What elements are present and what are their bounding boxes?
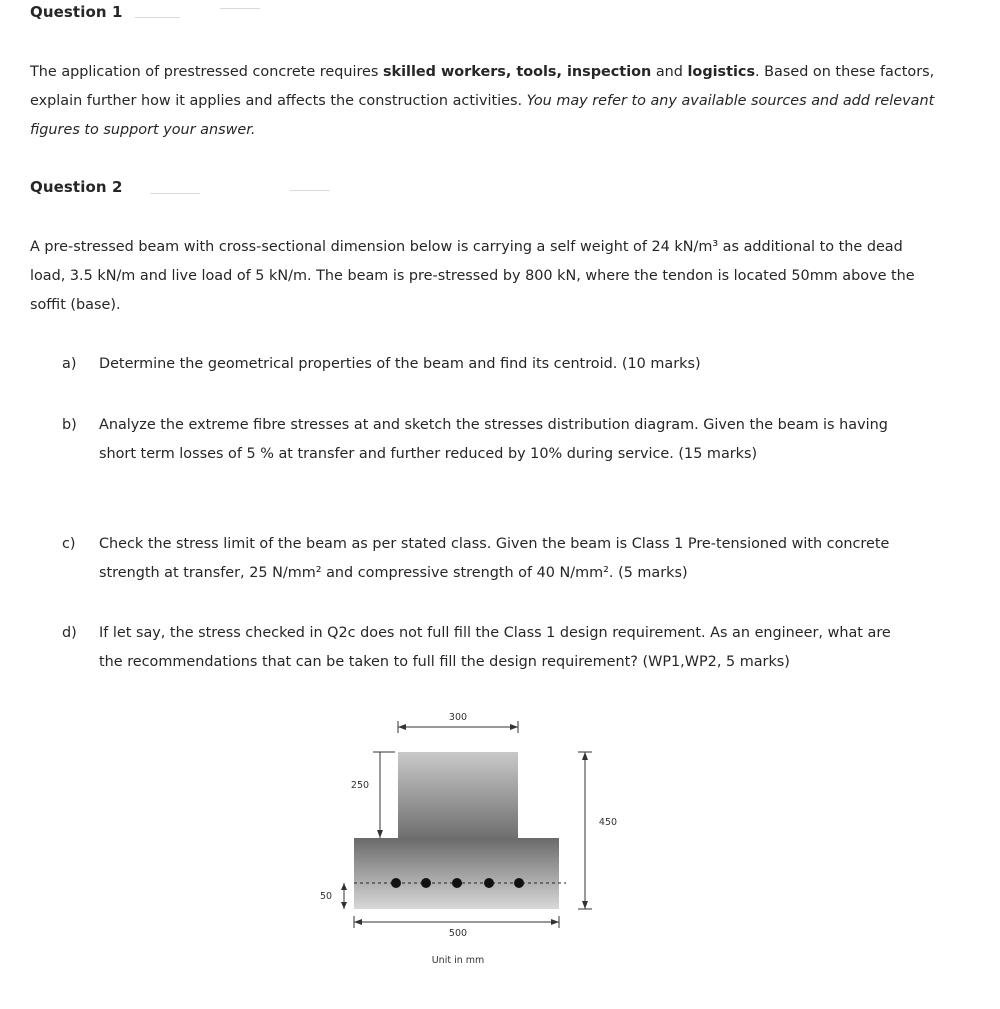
beam-flange bbox=[354, 838, 559, 909]
sub-question-text: Check the stress limit of the beam as per stated class. Given the beam is Class 1 Pre-tensioned with concrete strength at transfer, 25 N/mm² and compressive strength of 40 N/mm². (5 marks) bbox=[99, 536, 890, 581]
sub-question-letter: a) bbox=[62, 356, 77, 372]
arrow-head bbox=[354, 919, 362, 925]
sub-question-text: If let say, the stress checked in Q2c does not full fill the Class 1 design requirement. As an engineer, what are the recommendations that can be taken to full fill the design requirement? (WP1,WP2, 5 marks) bbox=[99, 625, 891, 670]
beam-diagram bbox=[300, 705, 620, 980]
tendon-strand bbox=[421, 878, 431, 888]
arrow-head bbox=[341, 902, 347, 909]
q1-bold-segment: logistics bbox=[687, 64, 756, 80]
tendon-strand bbox=[391, 878, 401, 888]
arrow-head bbox=[510, 724, 518, 730]
beam-web bbox=[398, 752, 518, 838]
dim-label-web: 250 bbox=[350, 780, 370, 791]
divider bbox=[150, 193, 200, 194]
sub-question-text: Analyze the extreme fibre stresses at and sketch the stresses distribution diagram. Given the beam is having short term losses of 5 % at transfer and further reduced by 10% during service. (15 marks) bbox=[99, 417, 888, 462]
sub-question-b bbox=[62, 411, 912, 469]
arrow-head bbox=[582, 901, 588, 909]
question-1-heading: Question 1 bbox=[30, 3, 123, 21]
question-2-intro: A pre-stressed beam with cross-sectional dimension below is carrying a self weight of 24 kN/m³ as additional to the dead load, 3.5 kN/m and live load of 5 kN/m. The beam is pre-stressed by 800 kN, where the tendon is located 50mm above the soffit (base). bbox=[30, 239, 915, 313]
q1-bold-segment: skilled workers, tools, inspection bbox=[382, 64, 652, 80]
dim-label-bottom: 500 bbox=[448, 928, 468, 939]
sub-question-d bbox=[62, 619, 902, 677]
divider bbox=[220, 8, 260, 9]
question-2-heading: Question 2 bbox=[30, 178, 123, 196]
q1-text-segment: . Based on these factors, explain further how it applies and affects the construction activities. bbox=[30, 64, 935, 109]
arrow-head bbox=[582, 752, 588, 760]
arrow-head bbox=[341, 883, 347, 890]
q1-text-segment: and bbox=[651, 64, 688, 80]
q1-italic-segment: You may refer to any available sources and add relevant figures to support your answer. bbox=[30, 93, 935, 138]
sub-question-c bbox=[62, 530, 932, 588]
arrow-head bbox=[551, 919, 559, 925]
sub-question-letter: c) bbox=[62, 536, 76, 552]
unit-note: Unit in mm bbox=[431, 955, 485, 966]
dim-label-top: 300 bbox=[448, 712, 468, 723]
q1-text-segment: The application of prestressed concrete requires bbox=[30, 64, 383, 80]
divider bbox=[290, 190, 330, 191]
arrow-head bbox=[398, 724, 406, 730]
tendon-strand bbox=[452, 878, 462, 888]
arrow-head bbox=[377, 830, 383, 838]
sub-question-a bbox=[62, 350, 932, 379]
question-1-text bbox=[30, 58, 970, 145]
sub-question-text: Determine the geometrical properties of the beam and find its centroid. (10 marks) bbox=[99, 356, 701, 372]
dim-label-tendon: 50 bbox=[319, 891, 333, 902]
divider bbox=[135, 17, 180, 18]
sub-question-letter: d) bbox=[62, 625, 77, 641]
sub-question-letter: b) bbox=[62, 417, 77, 433]
beam-cross-section-figure bbox=[300, 705, 620, 984]
tendon-strand bbox=[484, 878, 494, 888]
dim-label-total: 450 bbox=[598, 817, 618, 828]
tendon-strand bbox=[514, 878, 524, 888]
